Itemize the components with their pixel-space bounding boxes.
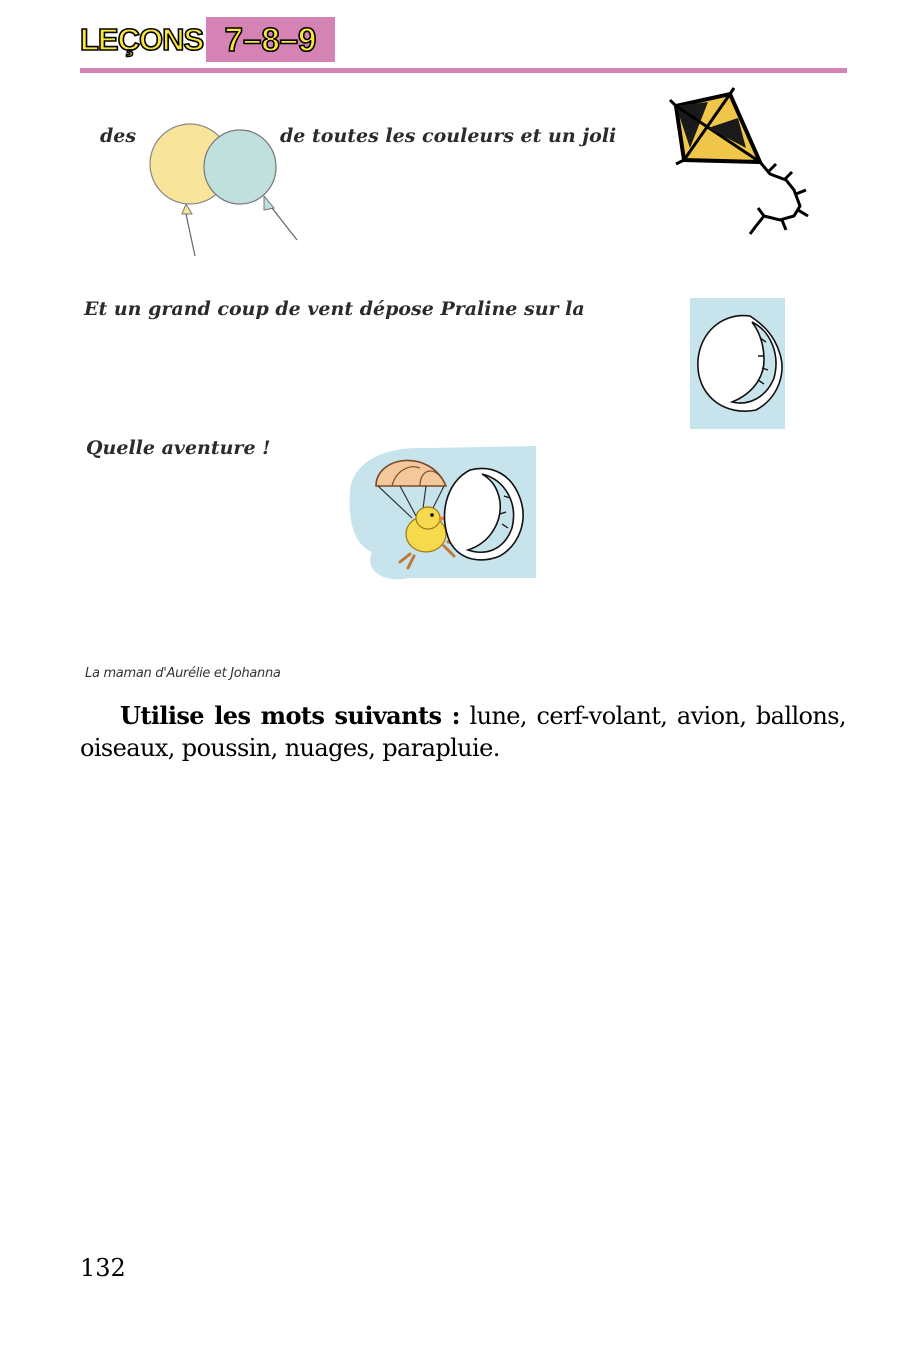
- lesson-numbers: 7–8–9: [224, 21, 317, 58]
- story-line-2: Et un grand coup de vent dépose Praline sur la: [84, 298, 585, 320]
- moon-illustration: [690, 298, 785, 429]
- kite-illustration: [668, 88, 818, 248]
- chick-parachute-illustration: [350, 446, 538, 584]
- instruction-lead: Utilise les mots suivants :: [120, 701, 460, 730]
- instruction-word-list: lune, cerf-volant, avion, ballons, oiseaux, poussin, nuages, parapluie.: [80, 702, 846, 762]
- story-line-1-start: des: [100, 125, 137, 147]
- story-line-3: Quelle aventure !: [86, 437, 271, 459]
- lesson-title-word: LEÇONS: [80, 22, 204, 57]
- author-credit: La maman d'Aurélie et Johanna: [85, 666, 281, 681]
- instruction-paragraph: [80, 700, 846, 764]
- story-line-1-end: de toutes les couleurs et un joli: [280, 125, 617, 147]
- header-divider: [80, 68, 847, 73]
- page-number: 132: [80, 1254, 126, 1282]
